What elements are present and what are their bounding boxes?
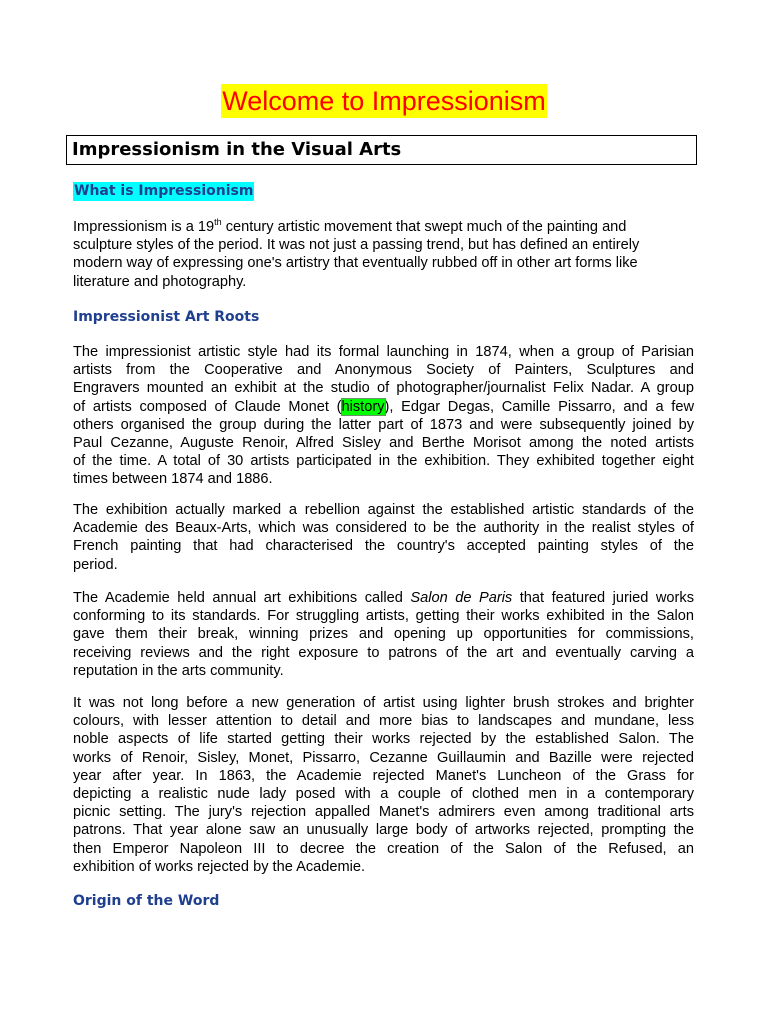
text-line: year after year. In 1863, the Academie rejected Manet's Luncheon of the Grass for [73,767,694,784]
text-line: Paul Cezanne, Auguste Renoir, Alfred Sisley and Berthe Morisot among the noted artists [73,435,694,452]
text-line: The impressionist artistic style had its formal launching in 1874, when a group of Parisian [73,344,694,360]
text-line: gave them their break, winning prizes and opening up opportunities for commissions, [73,626,694,643]
text-line: times between 1874 and 1886. [73,471,273,488]
text-line: of the time. A total of 30 artists participated in the exhibition. They exhibited together eight [73,453,694,470]
history-link[interactable]: history [341,398,385,415]
text-line: It was not long before a new generation of artist using lighter brush strokes and brighter [73,695,694,711]
roots-paragraph-2 [73,501,694,574]
salon-de-paris-text: Salon de Paris [410,590,513,606]
roots-paragraph-3 [73,589,694,680]
text-line: picnic setting. The jury's rejection appalled Manet's admirers even among traditional arts [73,804,694,821]
text-line: artists from the Cooperative and Anonymous Society of Painters, Sculptures and [73,362,694,379]
page-title: Welcome to Impressionism [222,86,546,116]
text-line: noble aspects of life started getting their works rejected by the established Salon. The [73,731,694,748]
text-line: others organised the group during the latter part of 1873 and were subsequently joined by [73,416,694,433]
intro-paragraph [73,218,694,291]
text-line: of artists composed of Claude Monet (history), Edgar Degas, Camille Pissarro, and a few [73,398,694,415]
text-line: The exhibition actually marked a rebellion against the established artistic standards of the [73,502,694,518]
text-line: French painting that had characterised the country's accepted painting styles of the [73,538,694,555]
text-line: reputation in the arts community. [73,662,284,679]
heading-origin-of-the-word: Origin of the Word [73,893,220,909]
section-title-box [66,135,697,165]
text-line: literature and photography. [73,273,247,290]
text-line: period. [73,556,118,573]
text-line: conforming to its standards. For struggling artists, getting their works exhibited in the Salon [73,608,694,625]
text-line: Academie des Beaux-Arts, which was considered to be the authority in the realist styles of [73,520,694,537]
roots-paragraph-4 [73,694,694,876]
text-line: The Academie held annual art exhibitions called Salon de Paris that featured juried works [73,590,694,606]
text-line: colours, with lesser attention to detail and more bias to landscapes and mundane, less [73,713,694,730]
text-line: sculpture styles of the period. It was not just a passing trend, but has defined an entirely [73,237,640,254]
text-line: modern way of expressing one's artistry that eventually rubbed off in other art forms like [73,255,638,272]
heading-art-roots: Impressionist Art Roots [73,309,260,325]
text-line: receiving reviews and the right exposure to patrons of the art and eventually carving a [73,644,694,661]
roots-paragraph-1 [73,343,694,489]
text-line: Impressionism is a 19th century artistic movement that swept much of the painting and [73,217,627,235]
text-line: exhibition of works rejected by the Academie. [73,858,366,875]
text-line: depicting a realistic nude lady posed with a couple of clothed men in a contemporary [73,786,694,803]
heading-what-is-impressionism: What is Impressionism [74,183,254,199]
text-line: Engravers mounted an exhibit at the studio of photographer/journalist Felix Nadar. A group [73,380,694,397]
text-line: then Emperor Napoleon III to decree the creation of the Salon of the Refused, an [73,840,694,857]
text-line: patrons. That year alone saw an unusually large body of artworks rejected, prompting the [73,822,694,839]
text-line: works of Renoir, Sisley, Monet, Pissarro, Cezanne Guillaumin and Bazille were rejected [73,749,694,766]
section-title: Impressionism in the Visual Arts [72,139,402,160]
superscript-th: th [214,217,222,228]
title-container [0,84,768,118]
